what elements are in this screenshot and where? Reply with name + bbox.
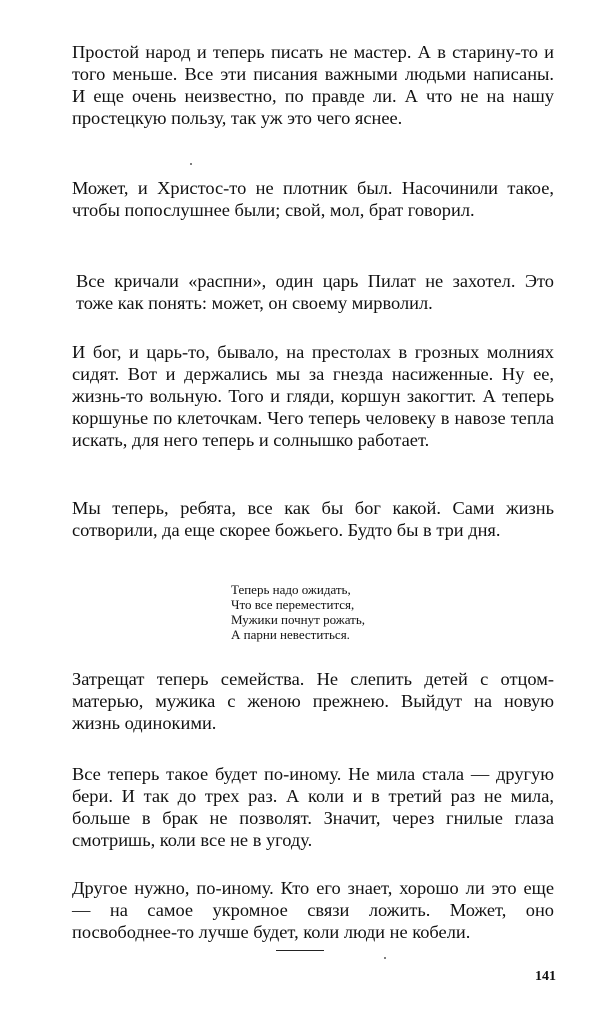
paragraph-4: И бог, и царь-то, бывало, на престолах в грозных молниях сидят. Вот и держались мы за гнезда насиженные. Ну ее, жизнь-то вольную. Того и гляди, коршун закогтит. А теперь коршунье по клеточкам. Чего теперь человеку в навозе тепла искать, для него теперь и солнышко работает.	[72, 342, 554, 450]
paragraph-8: Другое нужно, по-иному. Кто его знает, хорошо ли это еще — на самое укромное связи ложить. Может, оно посвободнее-то лучше будет, коли люди не кобели.	[72, 878, 554, 942]
print-speck	[384, 957, 386, 959]
poem-line: Теперь надо ожидать,	[231, 582, 351, 597]
paragraph-3: Все кричали «распни», один царь Пилат не захотел. Это тоже как понять: может, он своему мирволил.	[76, 271, 554, 313]
poem-line: Что все переместится,	[231, 597, 355, 612]
section-divider	[276, 950, 324, 951]
paragraph-6: Затрещат теперь семейства. Не слепить детей с отцом-матерью, мужика с женою прежнею. Выйдут на новую жизнь одинокими.	[72, 669, 554, 733]
poem-quote	[231, 582, 365, 642]
paragraph-1: Простой народ и теперь писать не мастер. А в старину-то и того меньше. Все эти писания важными людьми написаны. И еще очень неизвестно, по правде ли. А что не на нашу простецкую пользу, так уж это чего яснее.	[72, 42, 554, 128]
page-number: 141	[535, 969, 556, 984]
paragraph-2: Может, и Христос-то не плотник был. Насочинили такое, чтобы попослушнее были; свой, мол, брат говорил.	[72, 178, 554, 220]
paragraph-7: Все теперь такое будет по-иному. Не мила стала — другую бери. И так до трех раз. А коли и в третий раз не мила, больше в брак не позволят. Значит, через гнилые глаза смотришь, коли все не в угоду.	[72, 764, 554, 850]
poem-line: А парни невеститься.	[231, 627, 350, 642]
poem-line: Мужики почнут рожать,	[231, 612, 366, 627]
paragraph-5: Мы теперь, ребята, все как бы бог какой. Сами жизнь сотворили, да еще скорее божьего. Будто бы в три дня.	[72, 498, 554, 540]
print-speck	[190, 163, 192, 165]
